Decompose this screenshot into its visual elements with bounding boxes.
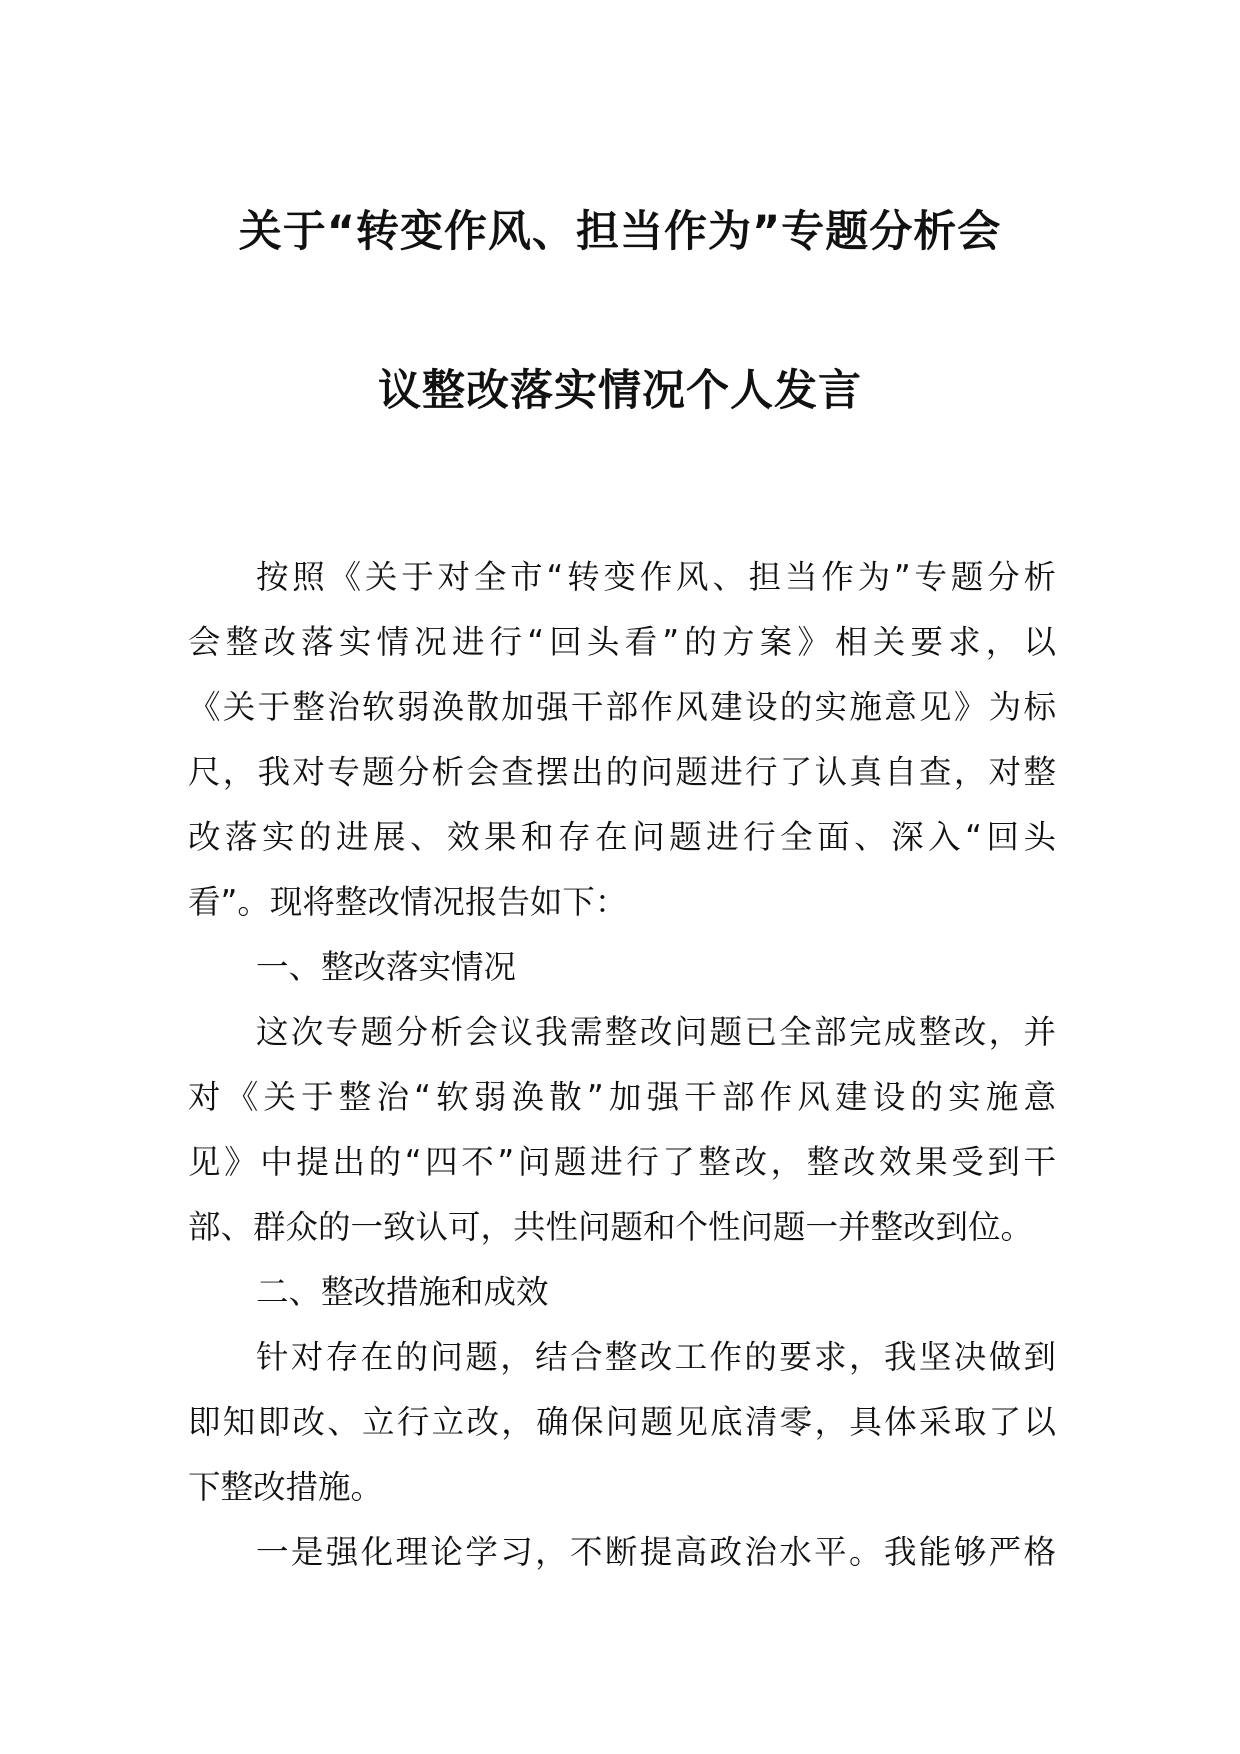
paragraph-line: 尺，我对专题分析会查摆出的问题进行了认真自查，对整 [188,753,1056,791]
section-heading: 二、整改措施和成效 [256,1273,549,1311]
paragraph-line: 一是强化理论学习，不断提高政治水平。我能够严格 [256,1533,1056,1571]
document-title-line-1: 关于“转变作风、担当作为”专题分析会 [238,207,1002,257]
paragraph-line: 《关于整治软弱涣散加强干部作风建设的实施意见》为标 [188,688,1056,726]
section-heading: 一、整改落实情况 [256,948,517,986]
paragraph-line: 这次专题分析会议我需整改问题已全部完成整改，并 [256,1013,1056,1051]
paragraph-line: 改落实的进展、效果和存在问题进行全面、深入“回头 [188,818,1056,856]
paragraph-line: 下整改措施。 [188,1468,384,1506]
document-title-line-2: 议整改落实情况个人发言 [378,366,862,416]
paragraph-line: 按照《关于对全市“转变作风、担当作为”专题分析 [256,558,1056,596]
paragraph-line: 见》中提出的“四不”问题进行了整改，整改效果受到干 [188,1143,1056,1181]
document-body [188,545,1056,1585]
paragraph-line: 对《关于整治“软弱涣散”加强干部作风建设的实施意 [188,1078,1056,1116]
paragraph-line: 会整改落实情况进行“回头看”的方案》相关要求，以 [188,623,1056,661]
paragraph-line: 看”。现将整改情况报告如下： [188,883,628,921]
paragraph-line: 即知即改、立行立改，确保问题见底清零，具体采取了以 [188,1403,1056,1441]
paragraph-line: 部、群众的一致认可，共性问题和个性问题一并整改到位。 [188,1208,1034,1246]
paragraph-line: 针对存在的问题，结合整改工作的要求，我坚决做到 [256,1338,1056,1376]
